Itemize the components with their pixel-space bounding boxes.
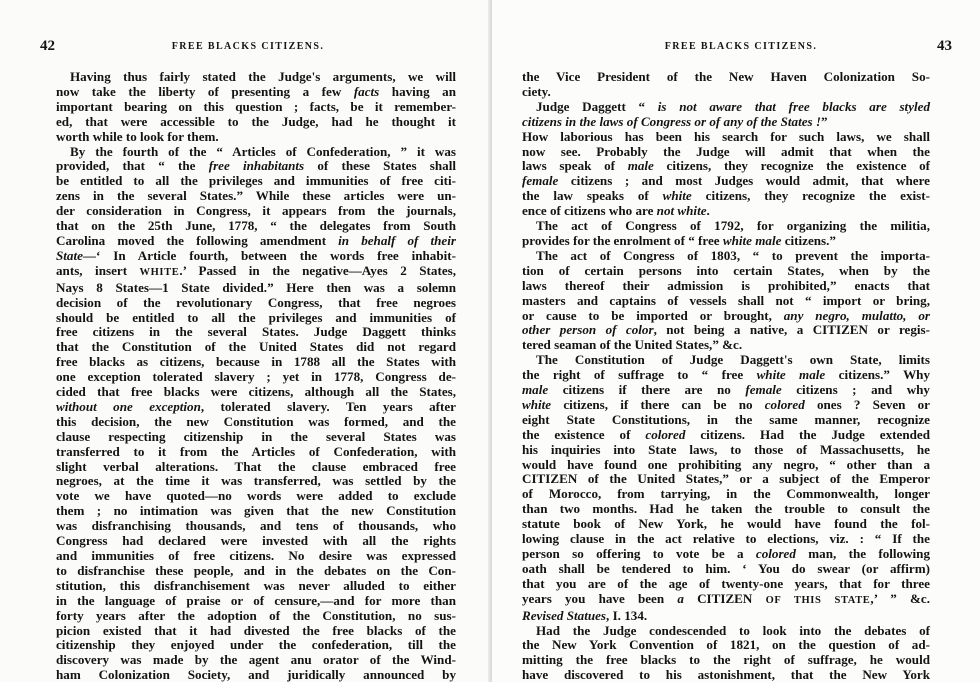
right-page: [492, 0, 980, 682]
italic-text: male: [522, 382, 549, 398]
text-run: that you are of the age of twenty-one years, that for three: [522, 575, 930, 591]
text-run: transferred to it from the Articles of Confederation, with: [56, 443, 456, 459]
left-page-body: [56, 70, 456, 682]
text-run: the right of suffrage to “ free: [522, 367, 757, 383]
text-run: negroes, at the time it was transferred, was settled by the: [56, 473, 456, 489]
page-number: 42: [40, 38, 55, 54]
text-run: the law speaks of: [522, 188, 663, 204]
italic-text: male: [627, 158, 654, 174]
text-line: [522, 159, 930, 174]
text-run: citizenship they enjoyed under the confederation, till the: [56, 637, 456, 653]
text-line: [56, 549, 456, 564]
text-run: slight verbal alterations. That the clause embraced free: [56, 458, 456, 474]
text-line: [522, 130, 930, 145]
text-run: than two months. Had he taken the trouble to consult the: [522, 501, 930, 517]
text-line: [522, 472, 930, 487]
text-run: citizens. Had the Judge extended: [685, 426, 930, 442]
italic-text: Revised Statues: [522, 607, 607, 623]
text-line: [56, 130, 456, 145]
text-run: ,’ ” &c.: [870, 590, 930, 606]
text-line: [522, 668, 930, 682]
text-line: [56, 609, 456, 624]
text-line: [56, 415, 456, 430]
text-run: zens in the several States.” While these articles were un-: [56, 188, 456, 204]
right-page-body: [522, 70, 930, 682]
text-line: [56, 445, 456, 460]
text-run: Carolina moved the following amendment: [56, 232, 339, 248]
text-line: [56, 474, 456, 489]
text-run: clause respecting citizenship in the several States was: [56, 428, 456, 444]
text-line: [56, 624, 456, 639]
italic-text: white male: [756, 367, 826, 383]
text-run: tion of certain persons into certain States, when by the: [522, 262, 930, 278]
text-line: [522, 279, 930, 294]
text-line: [522, 624, 930, 639]
text-run: citizens.” Why: [825, 367, 930, 383]
text-run: citizens, they recognize the existence of: [653, 158, 931, 174]
text-run: picion existed that it had divested the free blacks of the: [56, 622, 456, 638]
italic-text: free inhabitants: [208, 158, 305, 174]
italic-text: colored: [764, 396, 805, 412]
italic-text: female: [745, 382, 782, 398]
text-line: [522, 70, 930, 85]
text-line: [56, 189, 456, 204]
text-run: ants, insert: [56, 262, 140, 278]
italic-text: colored: [645, 426, 686, 442]
text-line: [522, 338, 930, 353]
text-run: der consideration in Congress, it appears from the journals,: [56, 203, 456, 219]
running-head: FREE BLACKS CITIZENS.: [664, 41, 818, 52]
text-line: [56, 430, 456, 445]
text-line: [522, 323, 930, 338]
text-run: ed, that were accessible to the Judge, had he thought it: [56, 113, 456, 129]
text-run: be entitled to all the privileges and immunities of free citi-: [56, 173, 456, 189]
text-run: , not being a native, a CITIZEN or regis-: [653, 322, 930, 338]
text-run: that on the 25th June, 1778, “ the delegates from South: [56, 218, 456, 234]
text-run: that the Constitution of the United States did not regard: [56, 339, 456, 355]
text-line: [56, 460, 456, 475]
text-run: By the fourth of the “ Articles of Confederation, ” it was: [70, 143, 456, 159]
italic-text: white: [522, 396, 552, 412]
text-run: would have found one prohibiting any negro, “ other than a: [522, 456, 930, 472]
text-line: [56, 70, 456, 85]
running-head: FREE BLACKS CITIZENS.: [171, 41, 325, 52]
text-line: [522, 174, 930, 189]
text-run: citizens, if there can be no: [551, 396, 765, 412]
text-line: [56, 519, 456, 534]
text-line: [522, 638, 930, 653]
text-run: mitting the free blacks to the right of suffrage, he would: [522, 652, 930, 668]
text-run: Having thus fairly stated the Judge's arguments, we will: [70, 69, 456, 84]
text-run: free blacks as citizens, because in 1788 all the States with: [56, 354, 456, 370]
text-line: [56, 311, 456, 326]
text-line: [522, 353, 930, 368]
text-run: citizens if there are no: [548, 382, 746, 398]
text-run: Judge Daggett “: [536, 98, 658, 114]
text-line: [56, 564, 456, 579]
italic-text: female: [522, 173, 559, 189]
italic-text: is not aware that free blacks are styled: [657, 98, 930, 114]
text-run: citizens ; and why: [781, 382, 930, 398]
text-line: [522, 294, 930, 309]
text-run: now see. Probably the Judge will admit that when the: [522, 143, 930, 159]
text-run: provided, that “ the: [56, 158, 209, 174]
italic-text: in behalf of their: [338, 232, 456, 248]
text-line: [56, 115, 456, 130]
text-run: ones ? Seven or: [804, 396, 930, 412]
text-line: [522, 145, 930, 160]
text-line: [56, 281, 456, 296]
text-line: [56, 325, 456, 340]
italic-text: any negro, mulatto, or: [783, 307, 930, 323]
text-run: laws thereof their admission is prohibited,” enacts that: [522, 277, 930, 293]
text-line: [522, 577, 930, 592]
text-line: [522, 204, 930, 219]
text-line: [522, 487, 930, 502]
text-run: The act of Congress of 1792, for organizing the militia,: [536, 218, 930, 234]
text-run: decision of the revolutionary Congress, that free negroes: [56, 294, 456, 310]
text-line: [56, 638, 456, 653]
text-line: [522, 458, 930, 473]
text-run: to disfranchise these people, and in the debates on the Con-: [56, 562, 456, 578]
text-run: have discovered to his astonishment, that the New York: [522, 667, 930, 682]
text-line: [56, 504, 456, 519]
text-run: them ; no intimation was given that the new Constitution: [56, 503, 456, 519]
text-run: ham Colonization Society, and juridically announced by: [56, 667, 456, 682]
text-line: [56, 653, 456, 668]
text-run: —‘ In Article fourth, between the words free inhabit-: [82, 247, 456, 263]
text-line: [56, 249, 456, 264]
text-line: [522, 398, 930, 413]
text-line: [56, 219, 456, 234]
text-run: statute book of New York, he would have found the fol-: [522, 516, 930, 532]
text-run: vote we have quoted—no words were added to exclude: [56, 488, 456, 504]
text-run: his inquiries into State laws, to those of Massachusetts, he: [522, 441, 930, 457]
text-run: tered seaman of the United States,” &c.: [522, 337, 743, 353]
text-line: [522, 189, 930, 204]
text-run: one exception tolerated slavery ; yet in 1778, Congress de-: [56, 369, 456, 385]
text-run: was disfranchising thousands, and tens of thousands, who: [56, 518, 456, 534]
italic-text: other person of color: [522, 322, 654, 338]
text-run: person so offering to vote be a: [522, 546, 756, 561]
text-run: oath shall be tendered to him. ‘ You do swear (or affirm): [522, 560, 930, 576]
italic-text: without one exception: [56, 398, 201, 414]
text-line: [56, 355, 456, 370]
text-run: the existence of: [522, 426, 646, 442]
text-run: the New York Convention of 1821, on the question of ad-: [522, 637, 930, 653]
text-run: worth while to look for them.: [56, 128, 219, 144]
text-line: [522, 100, 930, 115]
text-run: this decision, the new Constitution was formed, and the: [56, 413, 456, 429]
italic-text: a: [677, 590, 684, 606]
text-run: and immunities of free citizens. No desire was expressed: [56, 548, 456, 563]
text-run: CITIZEN of the United States,” or a subject of the Emperor: [522, 471, 930, 487]
text-line: [56, 370, 456, 385]
text-run: having an: [379, 83, 456, 99]
italic-text: white male: [722, 232, 782, 248]
text-line: [56, 174, 456, 189]
text-line: [522, 609, 930, 624]
text-run: ciety.: [522, 83, 551, 99]
text-run: Had the Judge condescended to look into the debates of: [536, 622, 930, 638]
text-run: important bearing on this question ; facts, be it remember-: [56, 98, 456, 114]
text-run: How laborious has been his search for such laws, we shall: [522, 128, 930, 144]
text-line: [522, 592, 930, 609]
text-run: should be entitled to all the privileges and immunities of: [56, 309, 456, 325]
text-line: [56, 594, 456, 609]
text-line: [56, 400, 456, 415]
text-line: [522, 428, 930, 443]
text-line: [522, 115, 930, 130]
text-run: discovery was made by the agent anu orator of the Wind-: [56, 652, 456, 668]
text-run: of these States shall: [304, 158, 456, 174]
text-run: in the language of praise or of censure,—and for more than: [56, 592, 456, 608]
text-line: [56, 264, 456, 281]
left-page-header: [40, 40, 456, 56]
text-run: OF THIS STATE: [765, 594, 871, 606]
text-line: [522, 264, 930, 279]
text-line: [56, 534, 456, 549]
text-run: citizens.”: [781, 232, 836, 248]
text-run: man, the following: [795, 546, 931, 561]
text-line: [522, 309, 930, 324]
text-line: [56, 159, 456, 174]
italic-text: citizens in the laws of Congress or of any of the States !: [522, 113, 822, 129]
text-line: [56, 234, 456, 249]
italic-text: not white: [656, 203, 707, 219]
text-run: , I. 134.: [606, 607, 648, 623]
text-run: citizens ; and most Judges would admit, that where: [558, 173, 930, 189]
text-run: free citizens in the several States. Judge Daggett thinks: [56, 324, 456, 340]
text-run: , tolerated slavery. Ten years after: [200, 398, 456, 414]
text-run: cided that free blacks were citizens, although all the States,: [56, 384, 456, 400]
text-line: [522, 413, 930, 428]
text-run: masters and captains of vessels shall not “ import or bring,: [522, 292, 930, 308]
italic-text: colored: [755, 546, 796, 561]
text-line: [56, 296, 456, 311]
text-run: WHITE: [139, 266, 180, 278]
text-line: [56, 85, 456, 100]
text-run: The act of Congress of 1803, “ to prevent the importa-: [536, 247, 930, 263]
text-line: [522, 234, 930, 249]
text-run: forty years after the adoption of the Constitution, no sus-: [56, 607, 456, 623]
text-line: [522, 517, 930, 532]
text-line: [522, 502, 930, 517]
text-run: lowing clause in the act relative to elections, viz. : “ If the: [522, 531, 930, 547]
text-line: [522, 368, 930, 383]
text-run: stitution, this disfranchisement was never alluded to either: [56, 577, 456, 593]
text-run: citizens, they recognize the exist-: [691, 188, 930, 204]
italic-text: State: [56, 247, 83, 263]
text-line: [522, 562, 930, 577]
text-run: laws speak of: [522, 158, 628, 174]
text-line: [56, 145, 456, 160]
text-run: years you have been: [522, 590, 678, 606]
text-run: .: [706, 203, 710, 219]
text-run: Congress had declared were invested with all the rights: [56, 533, 456, 549]
text-run: ”: [821, 113, 828, 129]
text-line: [522, 443, 930, 458]
text-run: now take the liberty of presenting a few: [56, 83, 354, 99]
italic-text: facts: [353, 83, 380, 99]
text-run: CITIZEN: [683, 590, 766, 606]
text-run: The Constitution of Judge Daggett's own State, limits: [536, 352, 930, 368]
page-number: 43: [937, 38, 952, 54]
text-line: [56, 340, 456, 355]
text-line: [522, 219, 930, 234]
text-run: the Vice President of the New Haven Colonization So-: [522, 69, 930, 84]
text-line: [522, 547, 930, 562]
text-run: or cause to be imported or brought,: [522, 307, 784, 323]
text-line: [56, 579, 456, 594]
text-line: [522, 85, 930, 100]
text-line: [56, 489, 456, 504]
text-run: Nays 8 States—1 State divided.” Here then was a solemn: [56, 279, 456, 295]
right-page-header: [530, 40, 952, 56]
text-run: ence of citizens who are: [522, 203, 657, 219]
text-run: provides for the enrolment of “ free: [522, 232, 723, 248]
text-line: [522, 249, 930, 264]
text-line: [522, 532, 930, 547]
italic-text: white: [662, 188, 692, 204]
text-line: [56, 100, 456, 115]
text-line: [522, 383, 930, 398]
text-run: of Morocco, from tarrying, in the Commonwealth, longer: [522, 486, 930, 502]
text-run: eight State Constitutions, in the same manner, recognize: [522, 411, 930, 427]
text-line: [56, 668, 456, 682]
text-line: [56, 385, 456, 400]
text-line: [56, 204, 456, 219]
text-run: .’ Passed in the negative—Ayes 2 States,: [179, 262, 456, 278]
text-line: [522, 653, 930, 668]
